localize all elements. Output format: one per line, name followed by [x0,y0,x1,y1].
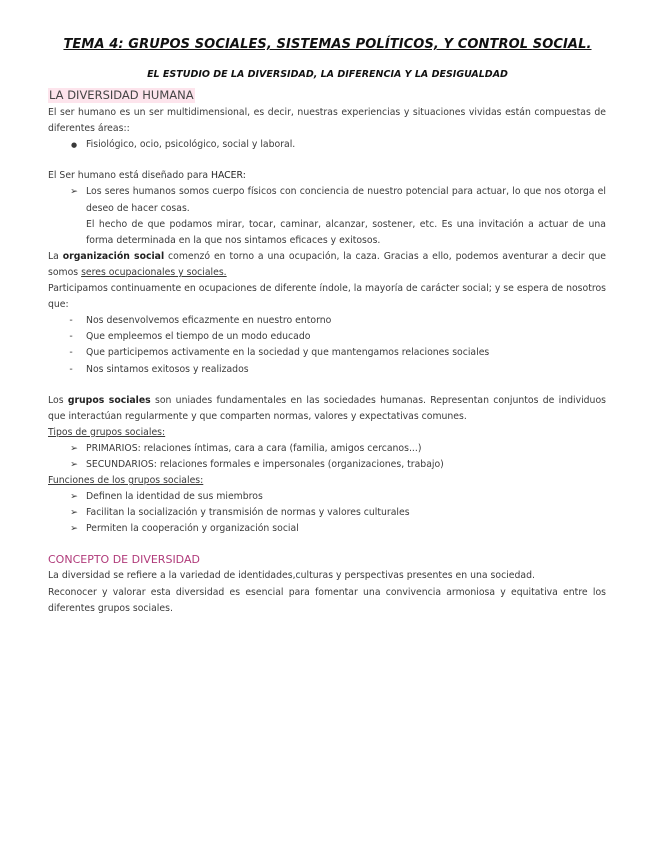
list-item: - Nos sintamos exitosos y realizados [48,362,606,378]
arrow-icon: ➢ [70,523,78,535]
document-title: TEMA 4: GRUPOS SOCIALES, SISTEMAS POLÍTICOS, Y CONTROL SOCIAL. [63,37,592,52]
arrow-icon: ➢ [70,491,78,503]
types-list [48,441,606,473]
groups-paragraph: Los grupos sociales son uniades fundamentales en las sociedades humanas. Representan conjuntos de individuos que interactúan regularmente y que comparten normas, valores y expectativas comunes. [48,394,606,422]
arrow-icon: ➢ [70,186,78,198]
functions-list [48,489,606,537]
areas-list [48,137,606,153]
arrow-icon: ➢ [70,507,78,519]
dash-icon: - [69,363,73,375]
diversity-paragraph-2: Reconocer y valorar esta diversidad es esencial para fomentar una convivencia armoniosa y equitativa entre los diferentes grupos sociales. [48,586,606,614]
dash-icon: - [69,331,73,343]
list-item: ➢ Permiten la cooperación y organización social [48,521,606,537]
list-item: ➢ Los seres humanos somos cuerpo físicos con conciencia de nuestro potencial para actuar, lo que nos otorga el deseo de hacer cosas. El hecho de que podamos mirar, tocar, caminar, alcanzar, sostener, etc. Es una invitación a actuar de una forma determinada en la que nos sintamos eficaces y exitosos. [48,184,606,248]
organization-paragraph: La organización social comenzó en torno a una ocupación, la caza. Gracias a ello, podemos aventurar a decir que somos seres ocupacionales y sociales. [48,250,606,278]
bullet-icon: ● [70,141,78,150]
arrow-icon: ➢ [70,458,78,470]
expectations-list [48,313,606,377]
section-heading-concepto-diversidad: CONCEPTO DE DIVERSIDAD [48,553,200,567]
occupations-paragraph: Participamos continuamente en ocupaciones de diferente índole, la mayoría de carácter social; y se espera de nosotros que: [48,283,606,311]
list-item: - Nos desenvolvemos eficazmente en nuestro entorno [48,313,606,329]
list-item: ➢ Definen la identidad de sus miembros [48,489,606,505]
list-item: ● Fisiológico, ocio, psicológico, social y laboral. [48,137,606,153]
section-heading-diversidad-humana: LA DIVERSIDAD HUMANA [49,88,194,102]
functions-heading: Funciones de los grupos sociales: [48,475,204,487]
diversity-paragraph-1: La diversidad se refiere a la variedad de identidades,culturas y perspectivas presentes en una sociedad. [48,570,535,582]
list-item: ➢ PRIMARIOS: relaciones íntimas, cara a cara (familia, amigos cercanos...) [48,441,606,457]
list-item: - Que empleemos el tiempo de un modo educado [48,329,606,345]
intro-paragraph: El ser humano es un ser multidimensional, es decir, nuestras experiencias y situaciones vividas están compuestas de diferentes áreas:: [48,107,606,135]
list-item: ➢ Facilitan la socialización y transmisión de normas y valores culturales [48,505,606,521]
arrow-icon: ➢ [70,442,78,454]
dash-icon: - [69,315,73,327]
design-paragraph: El Ser humano está diseñado para HACER: [48,170,246,182]
list-item: ➢ SECUNDARIOS: relaciones formales e impersonales (organizaciones, trabajo) [48,457,606,473]
document-body [48,88,606,617]
dash-icon: - [69,347,73,359]
types-heading: Tipos de grupos sociales: [48,426,166,438]
list-item: - Que participemos activamente en la sociedad y que mantengamos relaciones sociales [48,345,606,361]
design-list [48,184,606,248]
document-subtitle: EL ESTUDIO DE LA DIVERSIDAD, LA DIFERENCIA Y LA DESIGUALDAD [147,69,508,80]
